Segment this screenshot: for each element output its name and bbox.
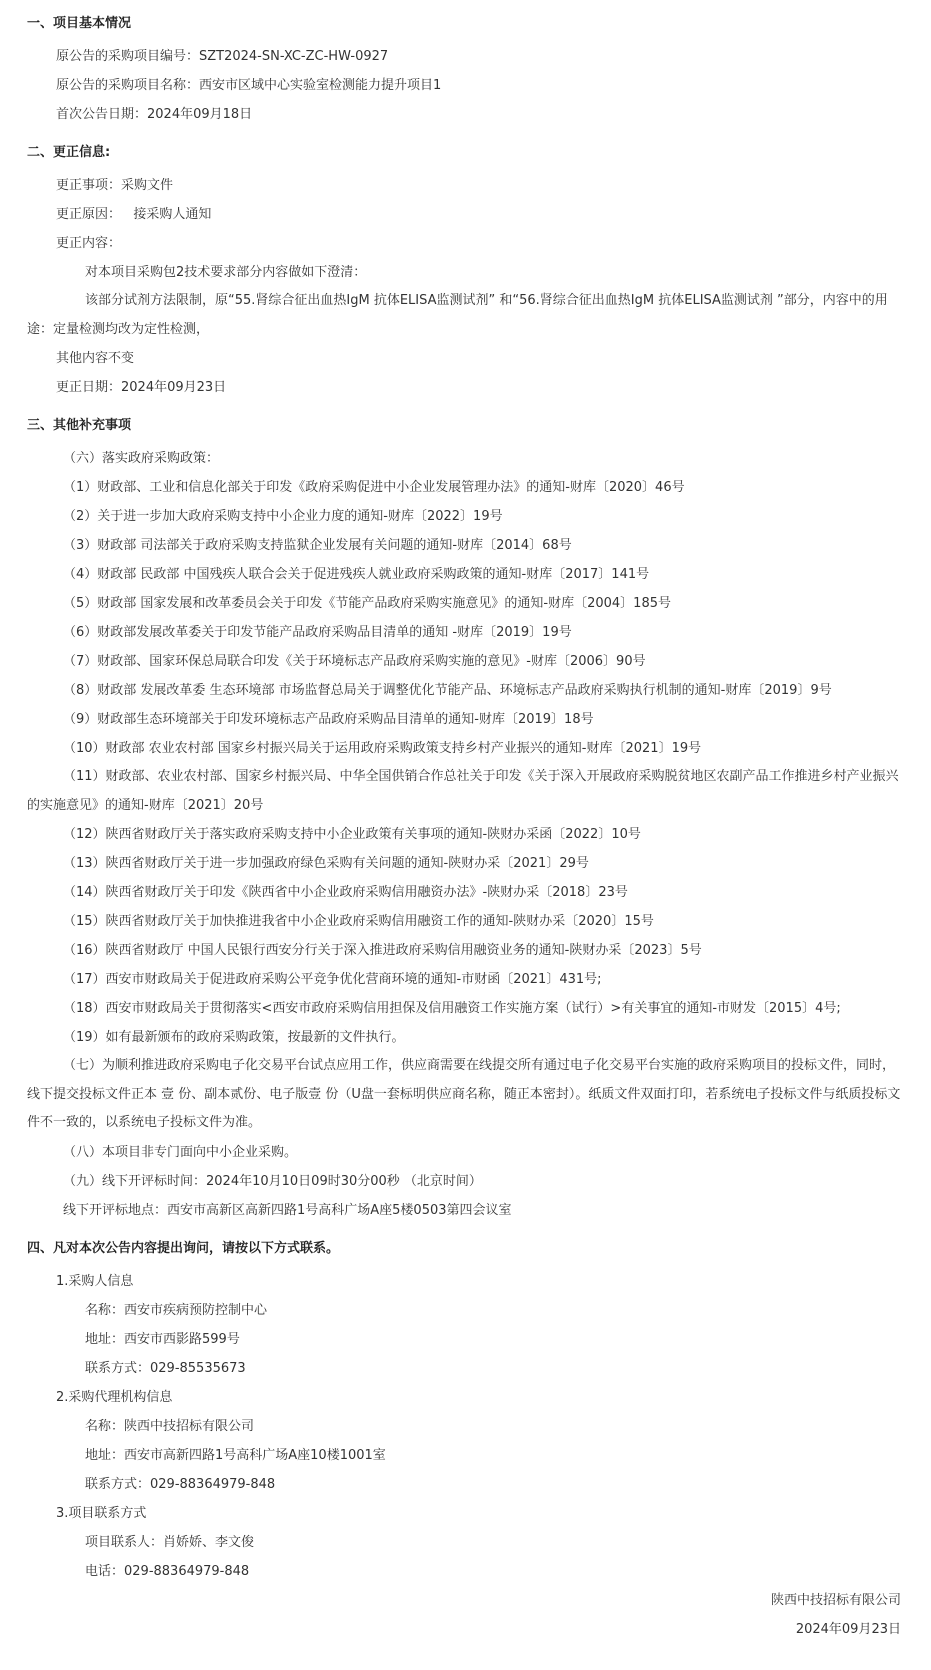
contact-person: 项目联系人：肖娇娇、李文俊 xyxy=(85,1534,255,1550)
agent-address: 地址：西安市高新四路1号高科广场A座10楼1001室 xyxy=(85,1447,386,1463)
policy-item: （10）财政部 农业农村部 国家乡村振兴局关于运用政府采购政策支持乡村产业振兴的通知-财库〔2021〕19号 xyxy=(63,741,702,756)
contact-heading: 3.项目联系方式 xyxy=(56,1505,147,1521)
agent-heading: 2.采购代理机构信息 xyxy=(56,1389,173,1405)
agent-phone: 联系方式：029-88364979-848 xyxy=(85,1476,276,1492)
bid-opening-place: 线下开评标地点：西安市高新区高新四路1号高科广场A座5楼0503第四会议室 xyxy=(63,1202,512,1218)
policy-item: （3）财政部 司法部关于政府采购支持监狱企业发展有关问题的通知-财库〔2014〕68号 xyxy=(63,538,572,553)
project-name: 原公告的采购项目名称：西安市区域中心实验室检测能力提升项目1 xyxy=(56,78,442,93)
policy-item: （6）财政部发展改革委关于印发节能产品政府采购品目清单的通知 -财库〔2019〕19号 xyxy=(63,625,572,640)
bid-opening-time: （九）线下开评标时间：2024年10月10日09时30分00秒 （北京时间） xyxy=(63,1173,482,1189)
policy-item: （1）财政部、工业和信息化部关于印发《政府采购促进中小企业发展管理办法》的通知-财库〔2020〕46号 xyxy=(63,480,685,495)
footer-company: 陕西中技招标有限公司 xyxy=(770,1592,901,1608)
project-number: 原公告的采购项目编号：SZT2024-SN-XC-ZC-HW-0927 xyxy=(56,49,389,64)
policy-item: （8）财政部 发展改革委 生态环境部 市场监督总局关于调整优化节能产品、环境标志产品政府采购执行机制的通知-财库〔2019〕9号 xyxy=(63,683,832,698)
section-title-basic-info: 一、项目基本情况 xyxy=(27,16,132,31)
policy-item: （18）西安市财政局关于贯彻落实<西安市政府采购信用担保及信用融资工作实施方案（试行）>有关事宜的通知-市财发〔2015〕4号; xyxy=(63,1001,841,1016)
section-title-supplementary: 三、其他补充事项 xyxy=(27,418,132,433)
buyer-address: 地址：西安市西影路599号 xyxy=(85,1331,240,1347)
electronic-bidding-note: （七）为顺利推进政府采购电子化交易平台试点应用工作，供应商需要在线提交所有通过电子化交易平台实施的政府采购项目的投标文件，同时，线下提交投标文件正本 壹 份、副本贰份、电子版壹 份（U盘一套标明供应商名称，随正本密封）。纸质文件双面打印，若系统电子投标文件与纸质投标文件不一致的，以系统电子投标文件为准。 xyxy=(27,1058,901,1130)
section-title-contact: 四、凡对本次公告内容提出询问，请按以下方式联系。 xyxy=(27,1240,340,1256)
section-title-correction: 二、更正信息: xyxy=(27,145,111,160)
correction-date: 更正日期：2024年09月23日 xyxy=(56,380,227,395)
correction-content-other: 其他内容不变 xyxy=(56,351,135,366)
first-announcement-date: 首次公告日期：2024年09月18日 xyxy=(56,107,253,122)
correction-item: 更正事项：采购文件 xyxy=(56,178,174,193)
policy-item: （4）财政部 民政部 中国残疾人联合会关于促进残疾人就业政府采购政策的通知-财库〔2017〕141号 xyxy=(63,567,650,582)
policy-item: （19）如有最新颁布的政府采购政策，按最新的文件执行。 xyxy=(63,1030,405,1045)
buyer-phone: 联系方式：029-85535673 xyxy=(85,1360,246,1376)
correction-content-label: 更正内容： xyxy=(56,236,122,251)
contact-phone: 电话：029-88364979-848 xyxy=(85,1563,250,1579)
policy-item: （11）财政部、农业农村部、国家乡村振兴局、中华全国供销合作总社关于印发《关于深入开展政府采购脱贫地区农副产品工作推进乡村产业振兴的实施意见》的通知-财库〔2021〕20号 xyxy=(27,769,899,813)
buyer-heading: 1.采购人信息 xyxy=(56,1273,134,1289)
sme-note: （八）本项目非专门面向中小企业采购。 xyxy=(63,1144,298,1160)
policy-item: （13）陕西省财政厅关于进一步加强政府绿色采购有关问题的通知-陕财办采〔2021〕29号 xyxy=(63,856,589,871)
policy-item: （12）陕西省财政厅关于落实政府采购支持中小企业政策有关事项的通知-陕财办采函〔2022〕10号 xyxy=(63,827,641,842)
correction-content-detail: 该部分试剂方法限制，原“55.肾综合征出血热IgM 抗体ELISA监测试剂” 和“56.肾综合征出血热IgM 抗体ELISA监测试剂 ”部分，内容中的用途：定量检测均改为定性检测， xyxy=(27,293,888,337)
policy-item: （7）财政部、国家环保总局联合印发《关于环境标志产品政府采购实施的意见》-财库〔2006〕90号 xyxy=(63,654,646,669)
policy-item: （16）陕西省财政厅 中国人民银行西安分行关于深入推进政府采购信用融资业务的通知-陕财办采〔2023〕5号 xyxy=(63,943,702,958)
footer-date: 2024年09月23日 xyxy=(795,1621,901,1637)
policy-item: （2）关于进一步加大政府采购支持中小企业力度的通知-财库〔2022〕19号 xyxy=(63,509,503,524)
policy-item: （17）西安市财政局关于促进政府采购公平竞争优化营商环境的通知-市财函〔2021〕431号; xyxy=(63,972,602,987)
buyer-name: 名称：西安市疾病预防控制中心 xyxy=(85,1302,268,1318)
agent-name: 名称：陕西中技招标有限公司 xyxy=(85,1418,255,1434)
policy-item: （9）财政部生态环境部关于印发环境标志产品政府采购品目清单的通知-财库〔2019〕18号 xyxy=(63,712,594,727)
policy-heading: （六）落实政府采购政策： xyxy=(63,451,220,466)
policy-item: （14）陕西省财政厅关于印发《陕西省中小企业政府采购信用融资办法》-陕财办采〔2018〕23号 xyxy=(63,885,628,900)
correction-reason: 更正原因： 接采购人通知 xyxy=(56,207,212,222)
policy-item: （5）财政部 国家发展和改革委员会关于印发《节能产品政府采购实施意见》的通知-财库〔2004〕185号 xyxy=(63,596,671,611)
policy-item: （15）陕西省财政厅关于加快推进我省中小企业政府采购信用融资工作的通知-陕财办采〔2020〕15号 xyxy=(63,914,654,929)
correction-content-intro: 对本项目采购包2技术要求部分内容做如下澄清： xyxy=(85,265,367,280)
